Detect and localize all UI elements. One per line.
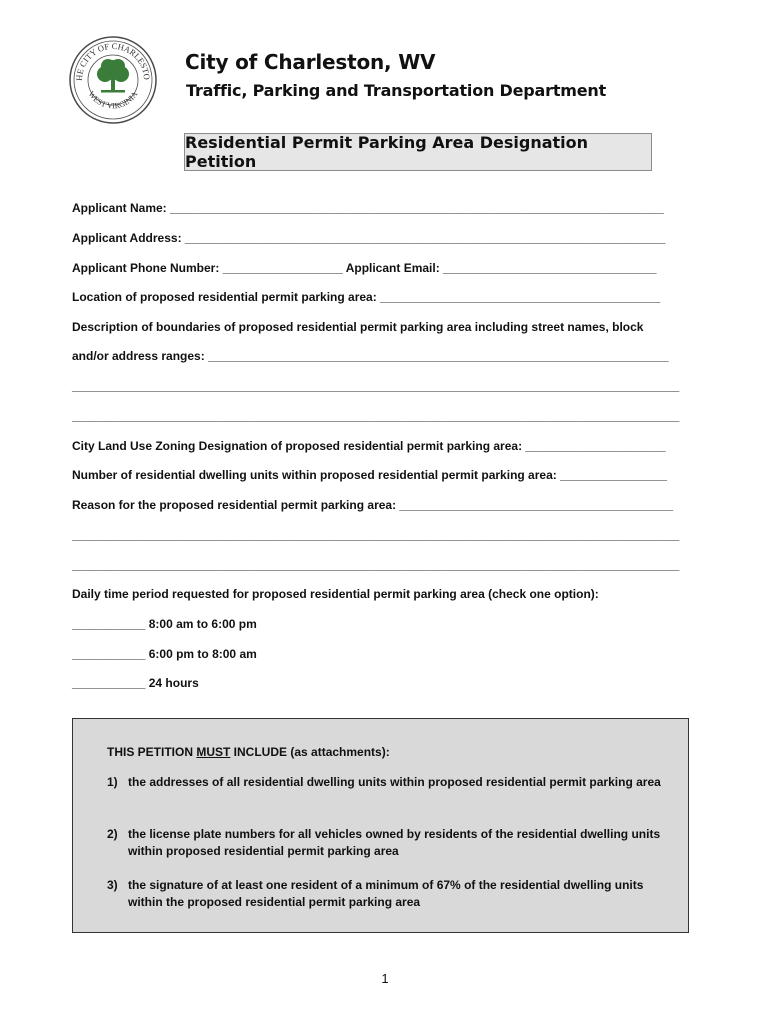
notice-heading-prefix: THIS PETITION — [107, 745, 197, 759]
zoning-field[interactable]: City Land Use Zoning Designation of proposed residential permit parking area: _____________________ — [72, 439, 666, 453]
city-seal — [68, 35, 158, 125]
description-field[interactable]: and/or address ranges: _____________________________________________________________________ — [72, 349, 669, 363]
notice-item — [107, 877, 667, 911]
reason-field[interactable]: Reason for the proposed residential permit parking area: _________________________________________ — [72, 498, 674, 512]
reason-blank-line[interactable]: ___________________________________________________________________________________________ — [72, 558, 680, 572]
location-field[interactable]: Location of proposed residential permit parking area: __________________________________________ — [72, 290, 661, 304]
notice-item-text: the addresses of all residential dwelling units within proposed residential permit parking area — [128, 775, 661, 789]
description-blank-line[interactable]: ___________________________________________________________________________________________ — [72, 379, 680, 393]
notice-item-text: the signature of at least one resident of a minimum of 67% of the residential dwelling units within the proposed residential permit parking area — [128, 878, 644, 909]
seal-bottom-text: WEST VIRGINIA — [86, 89, 140, 111]
reason-blank-line[interactable]: ___________________________________________________________________________________________ — [72, 528, 680, 542]
notice-item — [107, 774, 667, 791]
time-option-day[interactable]: ___________ 8:00 am to 6:00 pm — [72, 617, 257, 631]
city-seal-tree-icon — [68, 35, 158, 125]
description-blank-line[interactable]: ___________________________________________________________________________________________ — [72, 409, 680, 423]
applicant-name-field[interactable]: Applicant Name: __________________________________________________________________________ — [72, 201, 664, 215]
department-title: Traffic, Parking and Transportation Department — [186, 81, 607, 100]
notice-heading — [107, 745, 390, 759]
org-title: City of Charleston, WV — [185, 50, 436, 74]
notice-item — [107, 826, 667, 860]
notice-heading-emphasis: MUST — [196, 745, 231, 759]
time-option-24-hours[interactable]: ___________ 24 hours — [72, 676, 199, 690]
phone-email-field[interactable]: Applicant Phone Number: __________________ Applicant Email: ________________________________ — [72, 261, 657, 275]
notice-item-number: 3) — [107, 878, 118, 892]
page-number: 1 — [381, 971, 389, 986]
notice-heading-suffix: INCLUDE (as attachments): — [230, 745, 390, 759]
time-option-night[interactable]: ___________ 6:00 pm to 8:00 am — [72, 647, 257, 661]
notice-item-number: 2) — [107, 827, 118, 841]
applicant-address-field[interactable]: Applicant Address: ________________________________________________________________________ — [72, 231, 666, 245]
notice-item-text: the license plate numbers for all vehicles owned by residents of the residential dwelling units within proposed residential permit parking area — [128, 827, 661, 858]
dwelling-units-field[interactable]: Number of residential dwelling units within proposed residential permit parking area: ________________ — [72, 468, 667, 482]
seal-top-text: HE CITY OF CHARLESTO — [73, 40, 153, 82]
attachments-notice-box — [72, 718, 689, 933]
notice-item-number: 1) — [107, 775, 118, 789]
description-label: Description of boundaries of proposed residential permit parking area including street names, block — [72, 320, 644, 334]
time-period-question: Daily time period requested for proposed residential permit parking area (check one option): — [72, 587, 599, 601]
form-title-box — [184, 133, 652, 171]
form-title: Residential Permit Parking Area Designation Petition — [185, 133, 589, 171]
